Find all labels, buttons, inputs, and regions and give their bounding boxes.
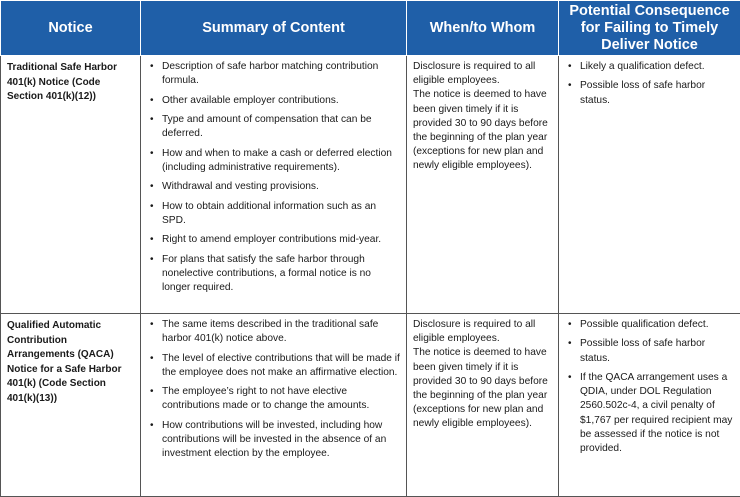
list-item: • Possible qualification defect. [565,318,734,332]
list-item: • How and when to make a cash or deferred election (including administrative requirements). [147,147,400,175]
list-item: • Other available employer contributions. [147,94,400,108]
when-text: Disclosure is required to all eligible employees. [413,318,552,346]
consequence-list [565,60,734,108]
list-item: • Type and amount of compensation that can be deferred. [147,113,400,141]
list-item: • Right to amend employer contributions mid-year. [147,233,400,247]
header-consequence: Potential Consequence for Failing to Timely Deliver Notice [559,1,740,56]
list-item: • The level of elective contributions that will be made if the employee does not make an affirmative election. [147,352,400,380]
list-item: • The employee’s right to not have elective contributions made or to change the amounts. [147,385,400,413]
when-text: The notice is deemed to have been given timely if it is provided 30 to 90 days before the beginning of the plan year (exceptions for new plan and newly eligible employees). [413,88,552,173]
summary-list [147,60,400,295]
list-item: • Likely a qualification defect. [565,60,734,74]
list-item: • Possible loss of safe harbor status. [565,79,734,107]
table-row [1,314,740,497]
consequence-cell [559,314,740,497]
summary-list [147,318,400,461]
table-row [1,56,740,314]
header-when-to-whom: When/to Whom [407,1,559,56]
header-summary: Summary of Content [141,1,407,56]
notice-cell: Traditional Safe Harbor 401(k) Notice (Code Section 401(k)(12)) [1,56,141,314]
list-item: • How contributions will be invested, including how contributions will be invested in the absence of an investment election by the employee. [147,419,400,462]
when-text: Disclosure is required to all eligible employees. [413,60,552,88]
list-item: • How to obtain additional information such as an SPD. [147,200,400,228]
summary-cell [141,314,407,497]
list-item: • Description of safe harbor matching contribution formula. [147,60,400,88]
consequence-list [565,318,734,456]
summary-cell [141,56,407,314]
list-item: • If the QACA arrangement uses a QDIA, under DOL Regulation 2560.502c-4, a civil penalty of $1,767 per required recipient may be assessed if the notice is not provided. [565,371,734,456]
list-item: • Possible loss of safe harbor status. [565,337,734,365]
when-to-whom-cell [407,56,559,314]
list-item: • For plans that satisfy the safe harbor through nonelective contributions, a formal notice is no longer required. [147,253,400,296]
notice-cell: Qualified Automatic Contribution Arrangements (QACA) Notice for a Safe Harbor 401(k) (Code Section 401(k)(13)) [1,314,141,497]
when-to-whom-cell [407,314,559,497]
list-item: • Withdrawal and vesting provisions. [147,180,400,194]
header-notice: Notice [1,1,141,56]
header-row [1,1,740,56]
list-item: • The same items described in the traditional safe harbor 401(k) notice above. [147,318,400,346]
when-text: The notice is deemed to have been given timely if it is provided 30 to 90 days before the beginning of the plan year (exceptions for new plan and newly eligible employees). [413,346,552,431]
consequence-cell [559,56,740,314]
